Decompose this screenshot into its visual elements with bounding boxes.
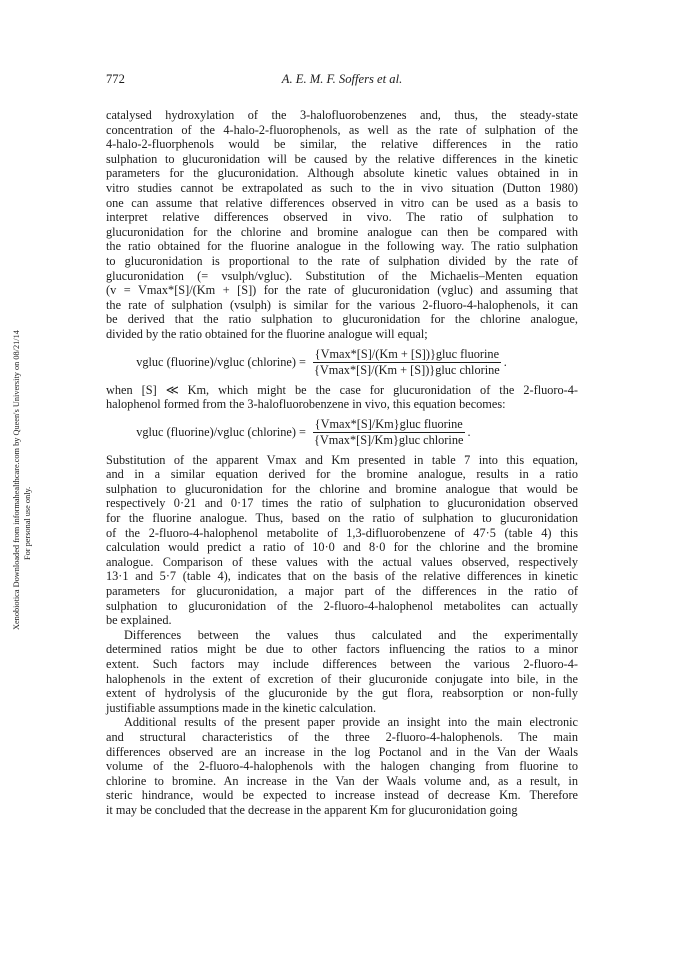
text-line: sulphation to glucuronidation will be caused by the relative differences in the kinetic	[106, 151, 578, 166]
text-line: parameters for the glucuronidation. Although absolute kinetic values obtained in in	[106, 166, 578, 181]
text-line: chlorine to bromine. An increase in the Van der Waals volume and, as a result, in	[106, 773, 578, 788]
body-text	[106, 108, 578, 818]
text-line: steric hindrance, would be expected to increase instead of decrease Km. Therefore	[106, 788, 578, 803]
page-header	[106, 72, 578, 90]
text-line: sulphation to glucuronidation of the 2-fluoro-4-halophenol metabolites can actually	[106, 598, 578, 613]
text-line: when [S] ≪ Km, which might be the case for glucuronidation of the 2-fluoro-4-	[106, 382, 578, 397]
text-line: glucuronidation (= vsulph/vgluc). Substitution of the Michaelis–Menten equation	[106, 268, 578, 283]
equation-1-numerator: {Vmax*[S]/(Km + [S])}gluc fluorine	[314, 347, 500, 361]
text-line: to glucuronidation is proportional to the rate of sulphation divided by the rate of	[106, 253, 578, 268]
equation-2-period: .	[467, 425, 471, 440]
text-line: Substitution of the apparent Vmax and Km presented in table 7 into this equation,	[106, 452, 578, 467]
equation-2	[106, 413, 578, 453]
text-line: differences observed are an increase in the log Poctanol and in the Van der Waals	[106, 744, 578, 759]
equation-2-denominator: {Vmax*[S]/Km}gluc chlorine	[314, 433, 464, 448]
equation-1	[106, 343, 578, 383]
text-line: the ratio obtained for the fluorine analogue in the following way. The ratio sulphation	[106, 239, 578, 254]
equation-1-denominator: {Vmax*[S]/(Km + [S])}gluc chlorine	[314, 363, 500, 377]
text-line: glucuronidation for the chlorine and bromine analogue can then be compared with	[106, 224, 578, 239]
text-line: analogue. Comparison of these values with the actual values observed, respectively	[106, 554, 578, 569]
equation-2-numerator: {Vmax*[S]/Km}gluc fluorine	[314, 417, 463, 432]
text-line: divided by the ratio obtained for the fluorine analogue will equal;	[106, 326, 428, 341]
text-line: calculation would predict a ratio of 10·0 and 8·0 for the chlorine and the bromine	[106, 540, 578, 555]
text-line: volume of the 2-fluoro-4-halophenols with the halogen changing from fluorine to	[106, 759, 578, 774]
equation-1-period: .	[503, 355, 507, 370]
download-notice-line1: Xenobiotica Downloaded from informahealthcare.com by Queen's University on 08/21/14	[12, 330, 21, 630]
equation-2-lhs: vgluc (fluorine)/vgluc (chlorine) =	[136, 425, 306, 440]
page-number: 772	[106, 72, 125, 86]
text-line: halophenols in the extent of excretion of their glucuronide conjugate into bile, in the	[106, 671, 578, 686]
equation-1-fraction	[312, 347, 502, 378]
download-notice	[10, 180, 36, 630]
text-line: parameters for glucuronidation, a major part of the differences in the ratio of	[106, 584, 578, 599]
text-line: and in a similar equation derived for the bromine analogue, results in a ratio	[106, 467, 578, 482]
text-line: Additional results of the present paper provide an insight into the main electronic	[124, 715, 578, 730]
text-line: justifiable assumptions made in the kinetic calculation.	[106, 700, 377, 715]
text-line: and structural characteristics of the three 2-fluoro-4-halophenols. The main	[106, 729, 578, 744]
text-line: be explained.	[106, 613, 172, 628]
running-title: A. E. M. F. Soffers et al.	[281, 72, 403, 86]
text-line: for the fluorine analogue. Thus, based on the ratio of sulphation to glucuronidation	[106, 511, 578, 526]
text-line: extent. Such factors may include differences between the various 2-fluoro-4-	[106, 657, 578, 671]
paragraph-5	[106, 715, 578, 817]
text-line: sulphation to glucuronidation for the chlorine and bromine analogue that would be	[106, 481, 578, 496]
text-line: Differences between the values thus calculated and the experimentally	[124, 627, 578, 642]
text-line: halophenol formed from the 3-halofluorobenzene in vivo, this equation becomes:	[106, 397, 506, 412]
text-line: 4-halo-2-fluorphenols would be similar, the relative differences in the ratio	[106, 137, 578, 152]
text-line: of the 2-fluoro-4-halophenol metabolite of 1,3-difluorobenzene of 47·5 (table 4) this	[106, 525, 578, 540]
text-line: respectively 0·21 and 0·17 times the ratio of sulphation to glucuronidation observed	[106, 496, 578, 511]
equation-2-fraction	[312, 417, 465, 448]
text-line: be derived that the ratio sulphation to glucuronidation for the chlorine analogue,	[106, 312, 578, 327]
download-notice-line2: For personal use only.	[23, 486, 32, 560]
text-line: determined ratios might be due to other factors influencing the ratios to a minor	[106, 642, 578, 657]
text-line: interpret relative differences observed in vivo. The ratio of sulphation to	[106, 210, 578, 225]
paragraph-3	[106, 453, 578, 628]
paragraph-4	[106, 628, 578, 716]
text-line: vitro studies cannot be extrapolated as such to the in vivo situation (Dutton 1980)	[106, 180, 578, 195]
text-line: catalysed hydroxylation of the 3-halofluorobenzenes and, thus, the steady-state	[106, 108, 578, 122]
text-line: concentration of the 4-halo-2-fluorophenols, as well as the rate of sulphation of the	[106, 122, 578, 137]
text-line: 13·1 and 5·7 (table 4), indicates that on the basis of the relative differences in kinetic	[106, 569, 578, 584]
text-line: one can assume that relative differences observed in vitro can be used as a basis to	[106, 195, 578, 210]
text-line: (v = Vmax*[S]/(Km + [S]) for the rate of glucuronidation (vgluc) and assuming that	[106, 283, 578, 298]
text-line: the rate of sulphation (vsulph) is similar for the various 2-fluoro-4-halophenols, it can	[106, 297, 578, 312]
paragraph-2	[106, 383, 578, 412]
text-line: extent of hydrolysis of the glucuronide by the gut flora, reabsorption or non-fully	[106, 686, 578, 701]
equation-1-lhs: vgluc (fluorine)/vgluc (chlorine) =	[136, 355, 306, 370]
text-line: it may be concluded that the decrease in the apparent Km for glucuronidation going	[106, 802, 518, 817]
paragraph-1	[106, 108, 578, 342]
